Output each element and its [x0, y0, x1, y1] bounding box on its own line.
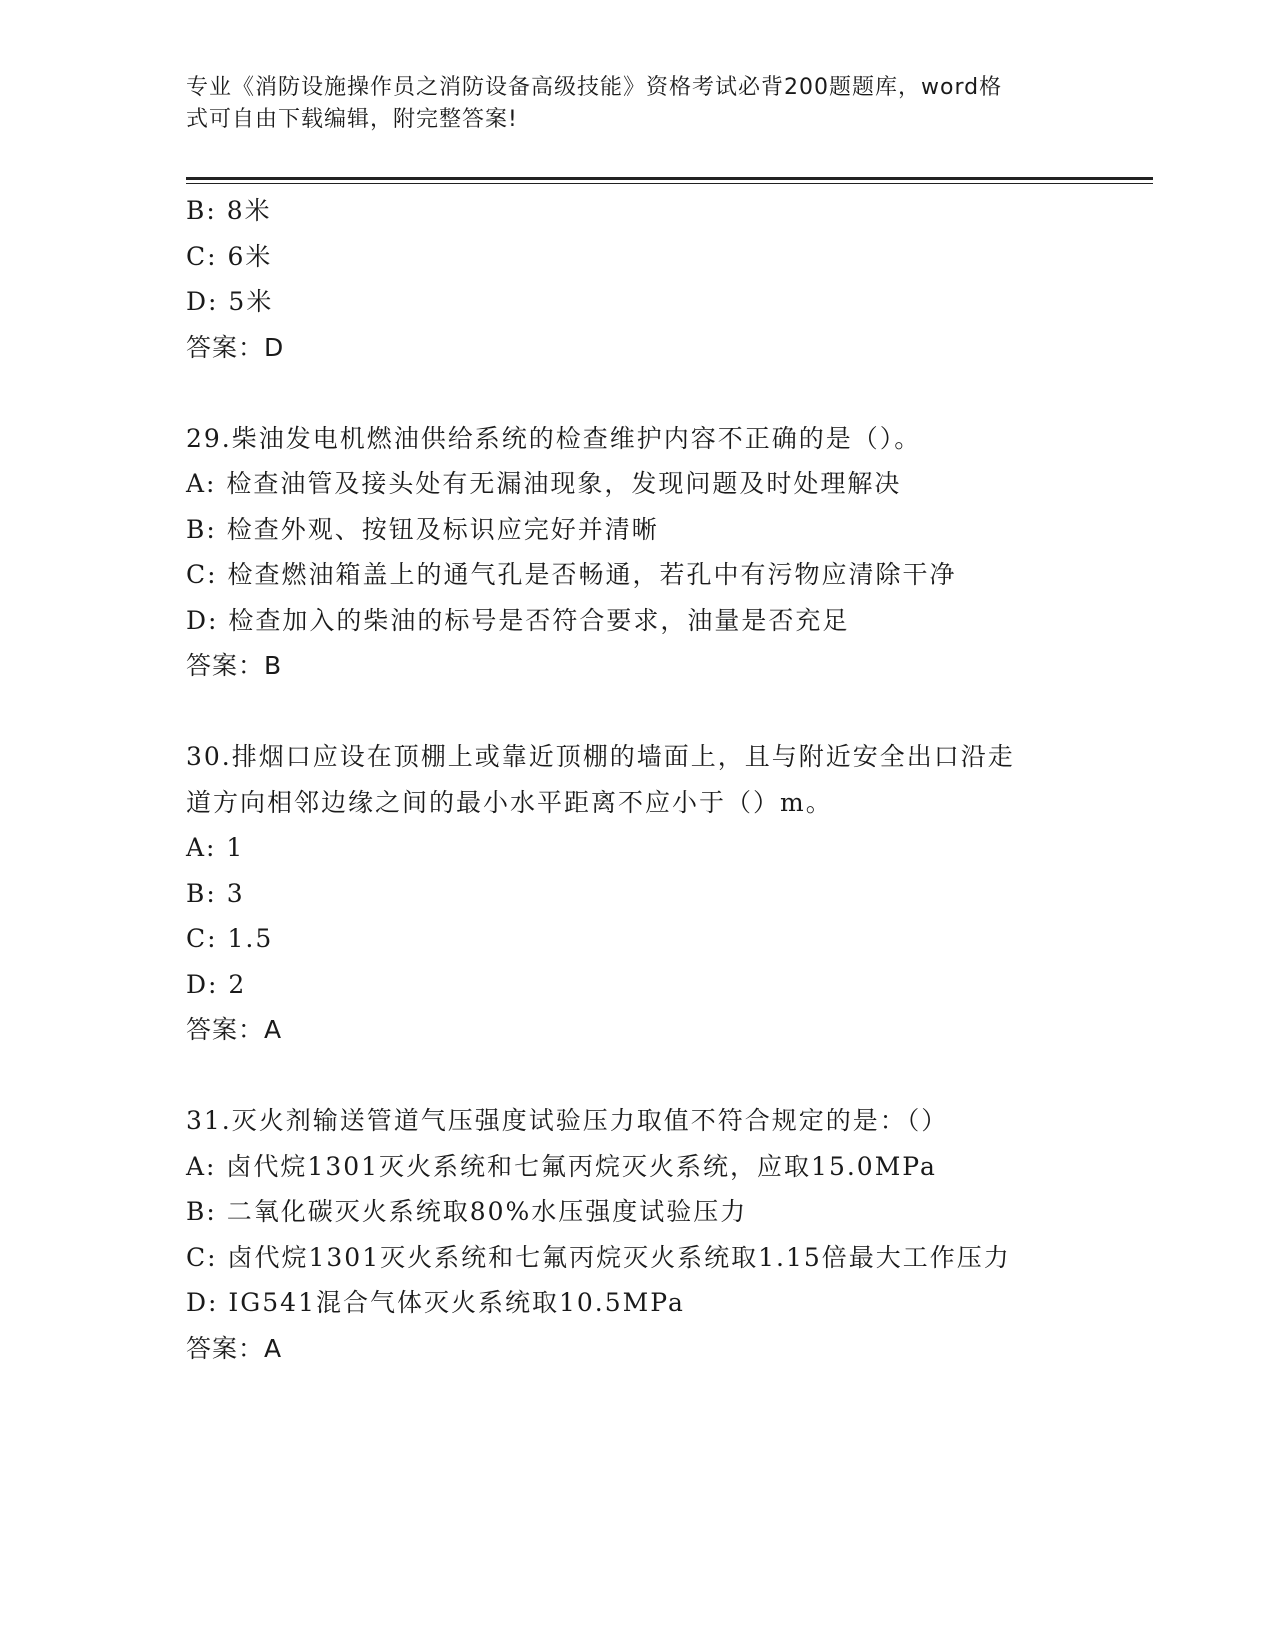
question-29 [186, 416, 1086, 689]
spacer [186, 370, 1086, 416]
question-title-line-1: 30.排烟口应设在顶棚上或靠近顶棚的墙面上，且与附近安全出口沿走 [186, 742, 1015, 771]
option-b: B: 3 [186, 878, 245, 908]
answer-line: 答案：A [186, 1333, 283, 1363]
answer-line: 答案：D [186, 332, 285, 362]
answer-line: 答案：B [186, 651, 283, 680]
header-rule-thick [186, 177, 1153, 180]
option-b: B: 8米 [186, 196, 272, 225]
spacer [186, 1053, 1086, 1099]
option-d: D: 检查加入的柴油的标号是否符合要求，油量是否充足 [186, 605, 850, 635]
question-31 [186, 1098, 1086, 1371]
answer-line: 答案：A [186, 1015, 283, 1044]
option-c: C: 1.5 [186, 924, 274, 953]
option-d: D: 5米 [186, 287, 274, 316]
question-28-continued [186, 188, 1086, 370]
question-list [186, 188, 1086, 1371]
header-line-1: 专业《消防设施操作员之消防设备高级技能》资格考试必背200题题库，word格 [186, 75, 1003, 100]
option-b: B: 检查外观、按钮及标识应完好并清晰 [186, 514, 659, 544]
option-d: D: 2 [186, 969, 247, 999]
question-title: 29.柴油发电机燃油供给系统的检查维护内容不正确的是（）。 [186, 423, 922, 453]
option-a: A: 检查油管及接头处有无漏油现象，发现问题及时处理解决 [186, 469, 902, 498]
question-title-line-2: 道方向相邻边缘之间的最小水平距离不应小于（）m。 [186, 787, 833, 817]
option-d: D: IG541混合气体灭火系统取10.5MPa [186, 1288, 685, 1317]
question-30 [186, 734, 1086, 1053]
option-c: C: 检查燃油箱盖上的通气孔是否畅通，若孔中有污物应清除干净 [186, 560, 957, 589]
option-a: A: 1 [186, 833, 245, 862]
option-c: C: 6米 [186, 241, 273, 271]
header-line-2: 式可自由下载编辑，附完整答案! [186, 107, 518, 132]
document-header [186, 72, 1076, 136]
option-c: C: 卤代烷1301灭火系统和七氟丙烷灭火系统取1.15倍最大工作压力 [186, 1242, 1011, 1272]
option-b: B: 二氧化碳灭火系统取80%水压强度试验压力 [186, 1197, 748, 1226]
option-a: A: 卤代烷1301灭火系统和七氟丙烷灭火系统，应取15.0MPa [186, 1151, 937, 1181]
spacer [186, 689, 1086, 735]
question-title: 31.灭火剂输送管道气压强度试验压力取值不符合规定的是：（） [186, 1106, 949, 1135]
header-rule-thin [186, 183, 1153, 184]
